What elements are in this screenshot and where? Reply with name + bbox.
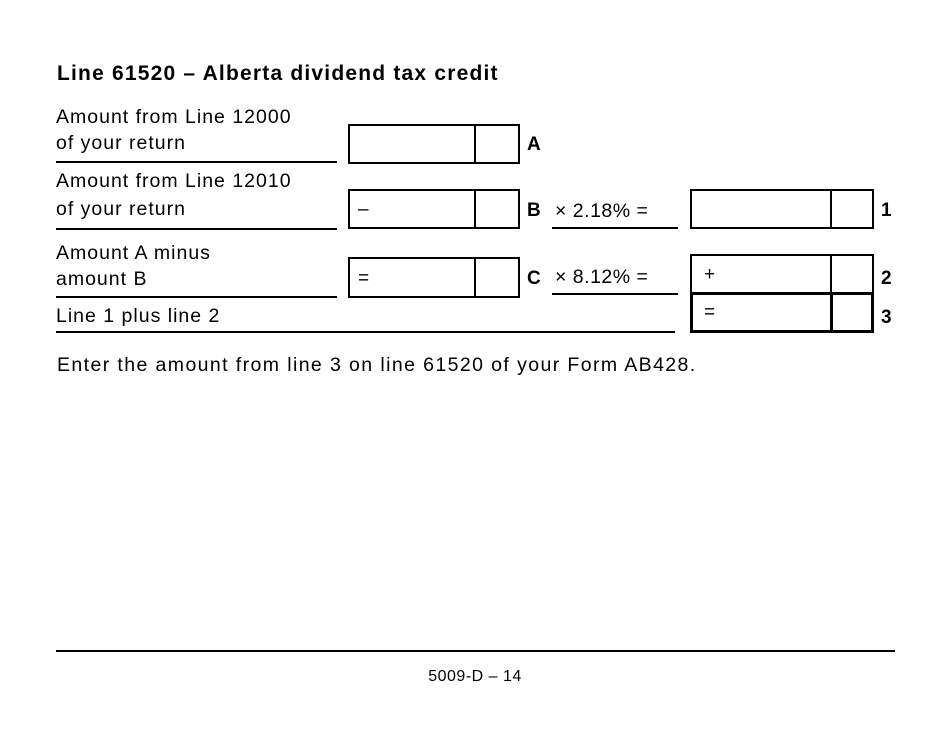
footer-divider xyxy=(56,650,895,652)
total-underline xyxy=(56,331,675,333)
line-3-cents-divider xyxy=(830,295,833,330)
code-b: B xyxy=(527,200,541,221)
line-1-field[interactable] xyxy=(690,189,874,229)
line-number-2: 2 xyxy=(881,268,892,289)
amount-a-cents-divider xyxy=(474,126,476,162)
rate-c-underline xyxy=(552,293,678,295)
page-number: 5009-D – 14 xyxy=(428,668,522,685)
rate-c-text: × 8.12% = xyxy=(555,266,649,288)
row-b-underline xyxy=(56,228,337,230)
total-label: Line 1 plus line 2 xyxy=(56,305,221,327)
amount-b-prefix: – xyxy=(358,199,369,220)
row-c-underline xyxy=(56,296,337,298)
row-b-label-line1: Amount from Line 12010 xyxy=(56,170,292,192)
amount-c-field[interactable] xyxy=(348,257,520,298)
code-a: A xyxy=(527,134,541,155)
row-a-underline xyxy=(56,161,337,163)
line-3-field[interactable] xyxy=(690,292,874,333)
amount-c-prefix: = xyxy=(358,268,370,289)
amount-b-cents-divider xyxy=(474,191,476,227)
rate-b-text: × 2.18% = xyxy=(555,200,649,222)
line-2-prefix: + xyxy=(704,264,716,285)
section-title: Line 61520 – Alberta dividend tax credit xyxy=(57,62,499,85)
row-c-label-line1: Amount A minus xyxy=(56,242,211,264)
line-number-3: 3 xyxy=(881,307,892,328)
amount-a-field[interactable] xyxy=(348,124,520,164)
instruction-text: Enter the amount from line 3 on line 61520 of your Form AB428. xyxy=(57,354,697,376)
line-number-1: 1 xyxy=(881,200,892,221)
row-a-label-line1: Amount from Line 12000 xyxy=(56,106,292,128)
code-c: C xyxy=(527,268,541,289)
line-1-cents-divider xyxy=(830,191,832,227)
line-2-cents-divider xyxy=(830,256,832,292)
rate-b-underline xyxy=(552,227,678,229)
row-b-label-line2: of your return xyxy=(56,198,186,220)
line-2-field[interactable] xyxy=(690,254,874,294)
line-3-prefix: = xyxy=(704,302,716,323)
row-c-label-line2: amount B xyxy=(56,268,148,290)
amount-b-field[interactable] xyxy=(348,189,520,229)
amount-c-cents-divider xyxy=(474,259,476,296)
row-a-label-line2: of your return xyxy=(56,132,186,154)
